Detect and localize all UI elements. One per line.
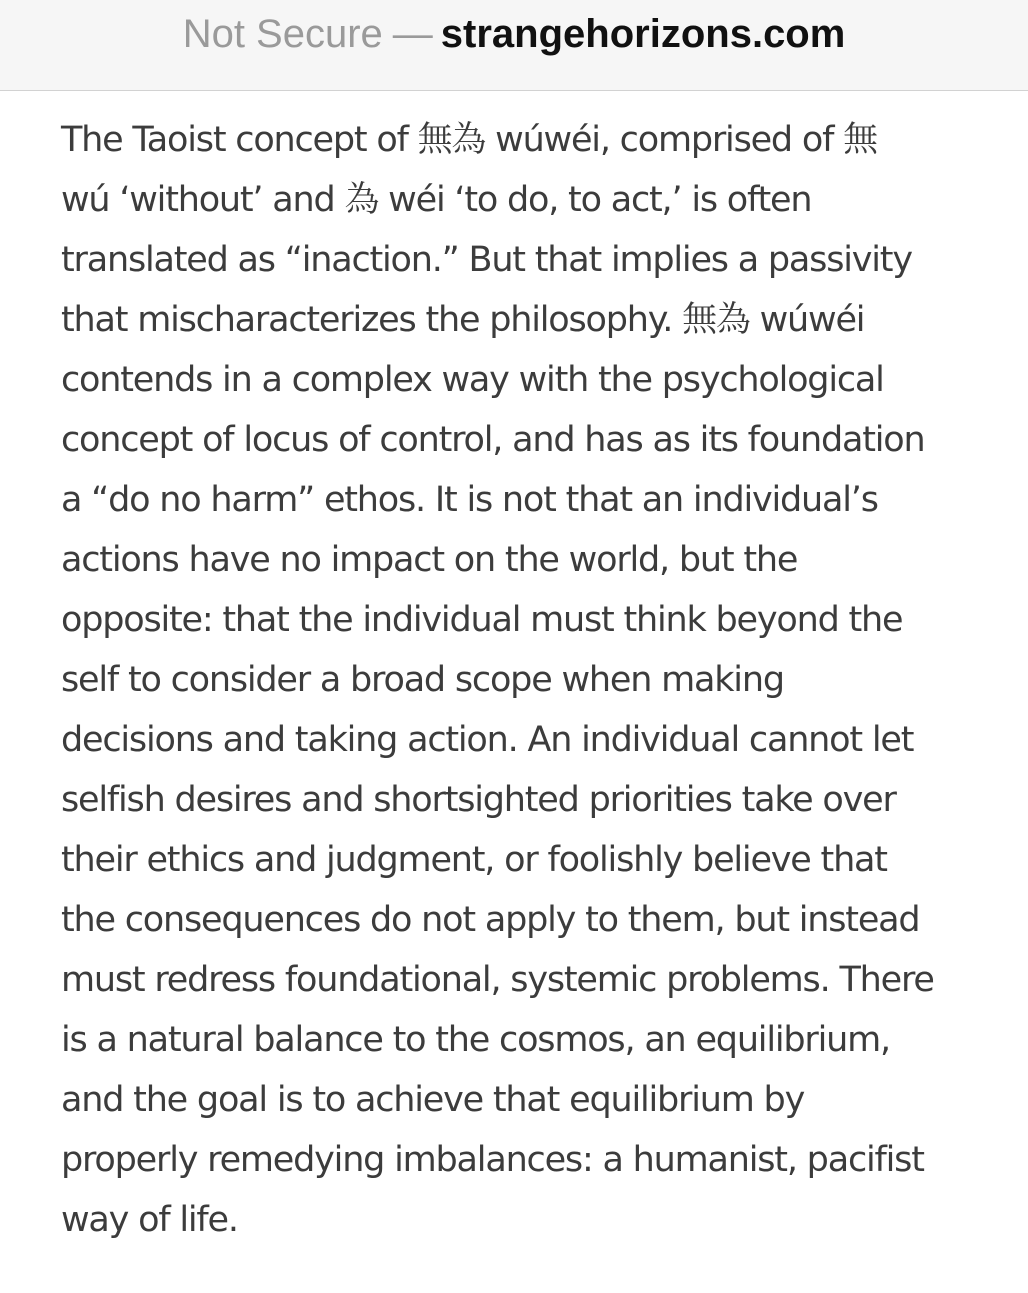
article-line: decisions and taking action. An individual cannot let — [61, 720, 914, 760]
article-line: way of life. — [61, 1200, 238, 1240]
article-line: The Taoist concept of 無為 wúwéi, comprised of 無 — [61, 120, 877, 160]
article-line: is a natural balance to the cosmos, an equilibrium, — [61, 1020, 890, 1060]
article-line: wú ‘without’ and 為 wéi ‘to do, to act,’ is often — [61, 180, 812, 220]
domain-label[interactable]: strangehorizons.com — [440, 12, 846, 56]
article-line: self to consider a broad scope when making — [61, 660, 784, 700]
address-separator: — — [392, 12, 433, 56]
article-line: selfish desires and shortsighted priorities take over — [61, 780, 896, 820]
article-line: their ethics and judgment, or foolishly believe that — [61, 840, 887, 880]
article-line: must redress foundational, systemic problems. There — [61, 960, 934, 1000]
address-bar[interactable] — [0, 0, 1028, 91]
article-line: translated as “inaction.” But that implies a passivity — [61, 240, 912, 280]
article-line: opposite: that the individual must think beyond the — [61, 600, 903, 640]
article-line: contends in a complex way with the psychological — [61, 360, 884, 400]
article-line: properly remedying imbalances: a humanist, pacifist — [61, 1140, 924, 1180]
article-line: actions have no impact on the world, but the — [61, 540, 798, 580]
security-status-label: Not Secure — [182, 12, 383, 56]
article-line: concept of locus of control, and has as its foundation — [61, 420, 925, 460]
article-line: a “do no harm” ethos. It is not that an individual’s — [61, 480, 878, 520]
article-line: and the goal is to achieve that equilibrium by — [61, 1080, 805, 1120]
article-paragraph — [61, 110, 1001, 1250]
article-line: that mischaracterizes the philosophy. 無為 wúwéi — [61, 300, 865, 340]
article-line: the consequences do not apply to them, but instead — [61, 900, 920, 940]
